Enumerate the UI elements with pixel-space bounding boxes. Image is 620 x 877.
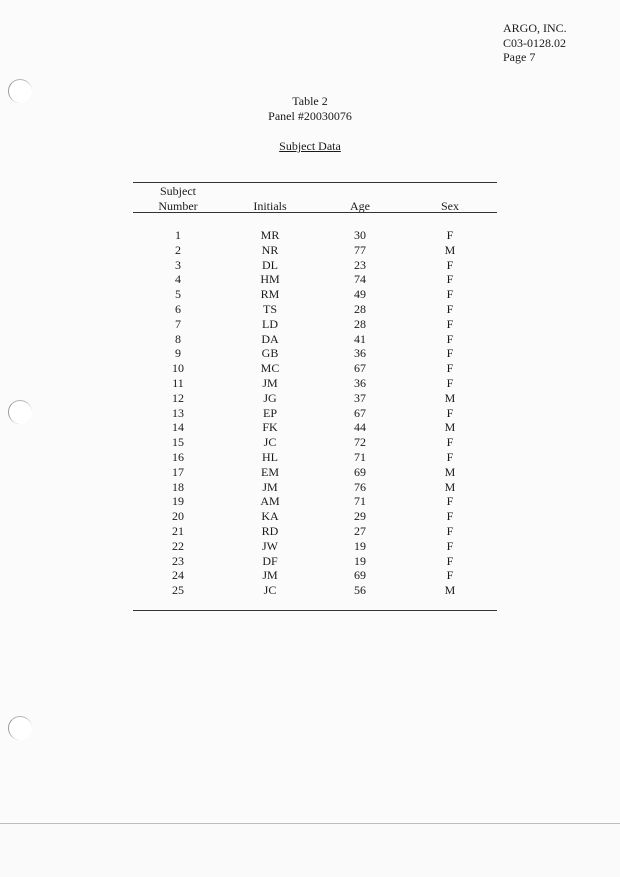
table-body bbox=[0, 228, 620, 598]
cell-sex: F bbox=[446, 568, 454, 583]
header-sex: Sex bbox=[441, 198, 459, 213]
cell-subject-number: 12 bbox=[172, 390, 184, 405]
page-bottom-margin bbox=[0, 824, 620, 877]
cell-age: 72 bbox=[354, 435, 366, 450]
cell-sex: F bbox=[446, 257, 454, 272]
cell-initials: LD bbox=[262, 316, 278, 331]
cell-subject-number: 11 bbox=[172, 375, 184, 390]
cell-sex: M bbox=[444, 464, 456, 479]
table-top-rule bbox=[133, 182, 497, 183]
cell-age: 19 bbox=[354, 553, 366, 568]
table-row bbox=[0, 287, 620, 302]
cell-sex: F bbox=[446, 405, 454, 420]
cell-sex: F bbox=[446, 346, 454, 361]
cell-initials: EM bbox=[261, 464, 279, 479]
cell-sex: F bbox=[446, 509, 454, 524]
page-number: Page 7 bbox=[503, 50, 536, 64]
cell-subject-number: 18 bbox=[172, 479, 184, 494]
cell-sex: F bbox=[446, 228, 454, 242]
table-row bbox=[0, 465, 620, 480]
cell-initials: JG bbox=[263, 390, 277, 405]
cell-age: 69 bbox=[354, 568, 366, 583]
cell-age: 71 bbox=[354, 449, 366, 464]
cell-sex: F bbox=[446, 316, 454, 331]
cell-sex: M bbox=[444, 420, 456, 435]
cell-subject-number: 7 bbox=[175, 316, 181, 331]
punch-hole-bottom bbox=[8, 716, 32, 740]
cell-age: 41 bbox=[354, 331, 366, 346]
cell-initials: JW bbox=[262, 538, 278, 553]
cell-age: 76 bbox=[354, 479, 366, 494]
table-subtitle: Subject Data bbox=[279, 139, 341, 153]
cell-sex: F bbox=[446, 538, 454, 553]
table-title-block bbox=[0, 94, 620, 124]
table-row bbox=[0, 568, 620, 583]
table-row bbox=[0, 228, 620, 243]
cell-subject-number: 20 bbox=[172, 509, 184, 524]
cell-initials: DL bbox=[262, 257, 278, 272]
table-row bbox=[0, 554, 620, 569]
cell-subject-number: 16 bbox=[172, 449, 184, 464]
table-row bbox=[0, 583, 620, 598]
cell-sex: F bbox=[446, 435, 454, 450]
header-initials: Initials bbox=[253, 198, 287, 213]
table-row bbox=[0, 435, 620, 450]
cell-initials: JM bbox=[262, 568, 278, 583]
cell-age: 71 bbox=[354, 494, 366, 509]
cell-subject-number: 6 bbox=[175, 301, 181, 316]
table-row bbox=[0, 450, 620, 465]
header-subject-line2: Number bbox=[158, 198, 198, 213]
cell-initials: JC bbox=[263, 583, 277, 598]
cell-sex: F bbox=[446, 553, 454, 568]
cell-age: 30 bbox=[354, 228, 366, 242]
cell-age: 28 bbox=[354, 316, 366, 331]
cell-subject-number: 14 bbox=[172, 420, 184, 435]
cell-initials: RD bbox=[261, 523, 279, 538]
cell-age: 69 bbox=[354, 464, 366, 479]
cell-initials: FK bbox=[262, 420, 278, 435]
cell-subject-number: 24 bbox=[172, 568, 184, 583]
table-row bbox=[0, 494, 620, 509]
table-row bbox=[0, 480, 620, 495]
cell-age: 23 bbox=[354, 257, 366, 272]
cell-initials: GB bbox=[261, 346, 279, 361]
cell-subject-number: 5 bbox=[175, 287, 181, 302]
table-row bbox=[0, 539, 620, 554]
cell-subject-number: 22 bbox=[172, 538, 184, 553]
cell-sex: M bbox=[444, 583, 456, 598]
cell-subject-number: 3 bbox=[175, 257, 181, 272]
header-subject-number bbox=[150, 184, 206, 213]
header-age: Age bbox=[350, 198, 370, 213]
document-header bbox=[503, 21, 567, 65]
cell-subject-number: 19 bbox=[172, 494, 184, 509]
table-row bbox=[0, 332, 620, 347]
cell-age: 19 bbox=[354, 538, 366, 553]
cell-sex: M bbox=[444, 390, 456, 405]
cell-age: 49 bbox=[354, 287, 366, 302]
cell-subject-number: 1 bbox=[175, 228, 181, 242]
cell-sex: F bbox=[446, 331, 454, 346]
cell-age: 28 bbox=[354, 301, 366, 316]
header-subject-line1: Subject bbox=[160, 184, 196, 198]
cell-sex: F bbox=[446, 301, 454, 316]
table-row bbox=[0, 509, 620, 524]
table-row bbox=[0, 406, 620, 421]
cell-sex: F bbox=[446, 523, 454, 538]
cell-subject-number: 4 bbox=[175, 272, 181, 287]
cell-sex: F bbox=[446, 494, 454, 509]
table-bottom-rule bbox=[133, 610, 497, 611]
cell-subject-number: 17 bbox=[172, 464, 184, 479]
cell-age: 44 bbox=[354, 420, 366, 435]
cell-sex: F bbox=[446, 272, 454, 287]
cell-subject-number: 9 bbox=[175, 346, 181, 361]
cell-sex: F bbox=[446, 375, 454, 390]
cell-age: 36 bbox=[354, 346, 366, 361]
table-row bbox=[0, 346, 620, 361]
table-row bbox=[0, 317, 620, 332]
company-name: ARGO, INC. bbox=[503, 21, 567, 35]
cell-age: 67 bbox=[354, 405, 366, 420]
table-row bbox=[0, 524, 620, 539]
cell-age: 74 bbox=[354, 272, 366, 287]
cell-initials: DF bbox=[262, 553, 278, 568]
table-row bbox=[0, 258, 620, 273]
cell-initials: KA bbox=[261, 509, 279, 524]
cell-initials: AM bbox=[260, 494, 280, 509]
table-row bbox=[0, 391, 620, 406]
cell-initials: MR bbox=[260, 228, 280, 242]
cell-initials: DA bbox=[261, 331, 279, 346]
cell-initials: JC bbox=[263, 435, 277, 450]
cell-sex: M bbox=[444, 242, 456, 257]
cell-sex: F bbox=[446, 449, 454, 464]
cell-subject-number: 23 bbox=[172, 553, 184, 568]
cell-initials: JM bbox=[262, 479, 278, 494]
panel-number: Panel #20030076 bbox=[268, 109, 352, 123]
cell-age: 36 bbox=[354, 375, 366, 390]
cell-initials: JM bbox=[262, 375, 278, 390]
cell-initials: NR bbox=[261, 242, 279, 257]
cell-subject-number: 10 bbox=[172, 361, 184, 376]
cell-sex: M bbox=[444, 479, 456, 494]
cell-initials: HM bbox=[260, 272, 280, 287]
cell-age: 27 bbox=[354, 523, 366, 538]
cell-age: 37 bbox=[354, 390, 366, 405]
cell-initials: HL bbox=[262, 449, 278, 464]
cell-initials: TS bbox=[262, 301, 277, 316]
cell-subject-number: 21 bbox=[172, 523, 184, 538]
cell-age: 56 bbox=[354, 583, 366, 598]
cell-age: 77 bbox=[354, 242, 366, 257]
cell-initials: RM bbox=[260, 287, 280, 302]
cell-initials: EP bbox=[262, 405, 277, 420]
table-row bbox=[0, 420, 620, 435]
table-row bbox=[0, 361, 620, 376]
cell-subject-number: 13 bbox=[172, 405, 184, 420]
cell-initials: MC bbox=[260, 361, 280, 376]
cell-age: 29 bbox=[354, 509, 366, 524]
cell-sex: F bbox=[446, 361, 454, 376]
table-row bbox=[0, 243, 620, 258]
cell-age: 67 bbox=[354, 361, 366, 376]
cell-sex: F bbox=[446, 287, 454, 302]
table-row bbox=[0, 272, 620, 287]
table-row bbox=[0, 376, 620, 391]
cell-subject-number: 25 bbox=[172, 583, 184, 598]
document-code: C03-0128.02 bbox=[503, 35, 566, 50]
table-header-rule bbox=[133, 212, 497, 213]
table-label: Table 2 bbox=[292, 94, 328, 108]
cell-subject-number: 8 bbox=[175, 331, 181, 346]
cell-subject-number: 2 bbox=[175, 242, 181, 257]
cell-subject-number: 15 bbox=[172, 435, 184, 450]
table-row bbox=[0, 302, 620, 317]
